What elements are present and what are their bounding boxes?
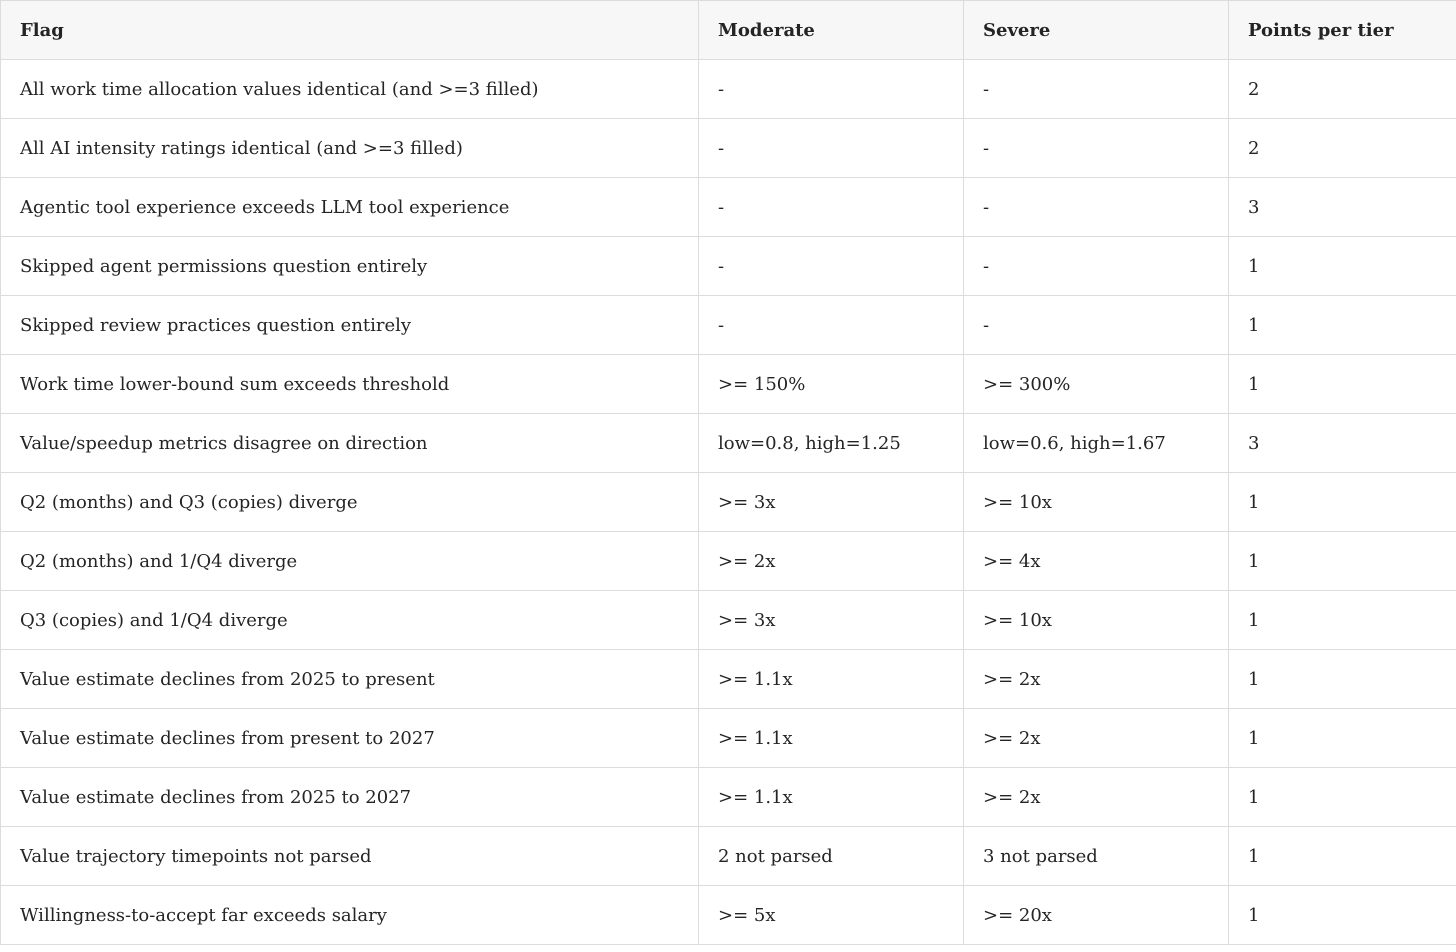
cell-severe: 3 not parsed: [964, 827, 1229, 886]
table-body: [1, 60, 1456, 945]
cell-points: 1: [1229, 709, 1456, 768]
table-row: [1, 650, 1456, 709]
cell-flag: Value trajectory timepoints not parsed: [1, 827, 699, 886]
cell-flag: Work time lower-bound sum exceeds threshold: [1, 355, 699, 414]
table-row: [1, 414, 1456, 473]
cell-moderate: -: [699, 178, 964, 237]
table-row: [1, 178, 1456, 237]
table-row: [1, 768, 1456, 827]
cell-moderate: >= 1.1x: [699, 650, 964, 709]
cell-points: 1: [1229, 237, 1456, 296]
header-row: [1, 1, 1456, 60]
cell-flag: Willingness-to-accept far exceeds salary: [1, 886, 699, 945]
cell-moderate: >= 150%: [699, 355, 964, 414]
cell-severe: low=0.6, high=1.67: [964, 414, 1229, 473]
cell-moderate: 2 not parsed: [699, 827, 964, 886]
cell-flag: Skipped review practices question entirely: [1, 296, 699, 355]
cell-severe: >= 10x: [964, 473, 1229, 532]
cell-moderate: >= 1.1x: [699, 768, 964, 827]
cell-flag: Q3 (copies) and 1/Q4 diverge: [1, 591, 699, 650]
cell-moderate: >= 3x: [699, 473, 964, 532]
cell-flag: Value estimate declines from 2025 to present: [1, 650, 699, 709]
table-row: [1, 296, 1456, 355]
cell-moderate: >= 1.1x: [699, 709, 964, 768]
cell-points: 1: [1229, 768, 1456, 827]
header-severe: Severe: [964, 1, 1229, 60]
cell-severe: -: [964, 119, 1229, 178]
table-row: [1, 886, 1456, 945]
cell-points: 1: [1229, 827, 1456, 886]
cell-moderate: -: [699, 119, 964, 178]
cell-severe: >= 20x: [964, 886, 1229, 945]
cell-points: 1: [1229, 296, 1456, 355]
cell-points: 1: [1229, 650, 1456, 709]
cell-severe: >= 10x: [964, 591, 1229, 650]
cell-moderate: -: [699, 60, 964, 119]
cell-points: 2: [1229, 119, 1456, 178]
cell-severe: -: [964, 237, 1229, 296]
cell-severe: >= 2x: [964, 768, 1229, 827]
cell-points: 1: [1229, 355, 1456, 414]
header-flag: Flag: [1, 1, 699, 60]
table-row: [1, 532, 1456, 591]
cell-severe: -: [964, 178, 1229, 237]
cell-moderate: >= 3x: [699, 591, 964, 650]
cell-flag: Agentic tool experience exceeds LLM tool experience: [1, 178, 699, 237]
cell-flag: Skipped agent permissions question entirely: [1, 237, 699, 296]
header-moderate: Moderate: [699, 1, 964, 60]
cell-points: 3: [1229, 178, 1456, 237]
cell-flag: Value/speedup metrics disagree on direction: [1, 414, 699, 473]
cell-points: 1: [1229, 532, 1456, 591]
cell-severe: >= 4x: [964, 532, 1229, 591]
table-row: [1, 591, 1456, 650]
cell-severe: >= 2x: [964, 709, 1229, 768]
cell-moderate: -: [699, 296, 964, 355]
cell-points: 1: [1229, 886, 1456, 945]
cell-flag: Value estimate declines from 2025 to 2027: [1, 768, 699, 827]
table-row: [1, 60, 1456, 119]
table-row: [1, 119, 1456, 178]
table-row: [1, 827, 1456, 886]
cell-flag: Q2 (months) and Q3 (copies) diverge: [1, 473, 699, 532]
cell-severe: >= 300%: [964, 355, 1229, 414]
table-header: [1, 1, 1456, 60]
cell-points: 2: [1229, 60, 1456, 119]
cell-moderate: >= 2x: [699, 532, 964, 591]
table-row: [1, 355, 1456, 414]
cell-severe: -: [964, 60, 1229, 119]
cell-moderate: low=0.8, high=1.25: [699, 414, 964, 473]
cell-moderate: >= 5x: [699, 886, 964, 945]
header-points-per-tier: Points per tier: [1229, 1, 1456, 60]
cell-points: 3: [1229, 414, 1456, 473]
cell-severe: -: [964, 296, 1229, 355]
cell-flag: Q2 (months) and 1/Q4 diverge: [1, 532, 699, 591]
table-row: [1, 237, 1456, 296]
cell-flag: Value estimate declines from present to 2027: [1, 709, 699, 768]
cell-points: 1: [1229, 473, 1456, 532]
cell-flag: All AI intensity ratings identical (and >=3 filled): [1, 119, 699, 178]
table-row: [1, 709, 1456, 768]
cell-severe: >= 2x: [964, 650, 1229, 709]
cell-points: 1: [1229, 591, 1456, 650]
table-row: [1, 473, 1456, 532]
cell-flag: All work time allocation values identical (and >=3 filled): [1, 60, 699, 119]
cell-moderate: -: [699, 237, 964, 296]
